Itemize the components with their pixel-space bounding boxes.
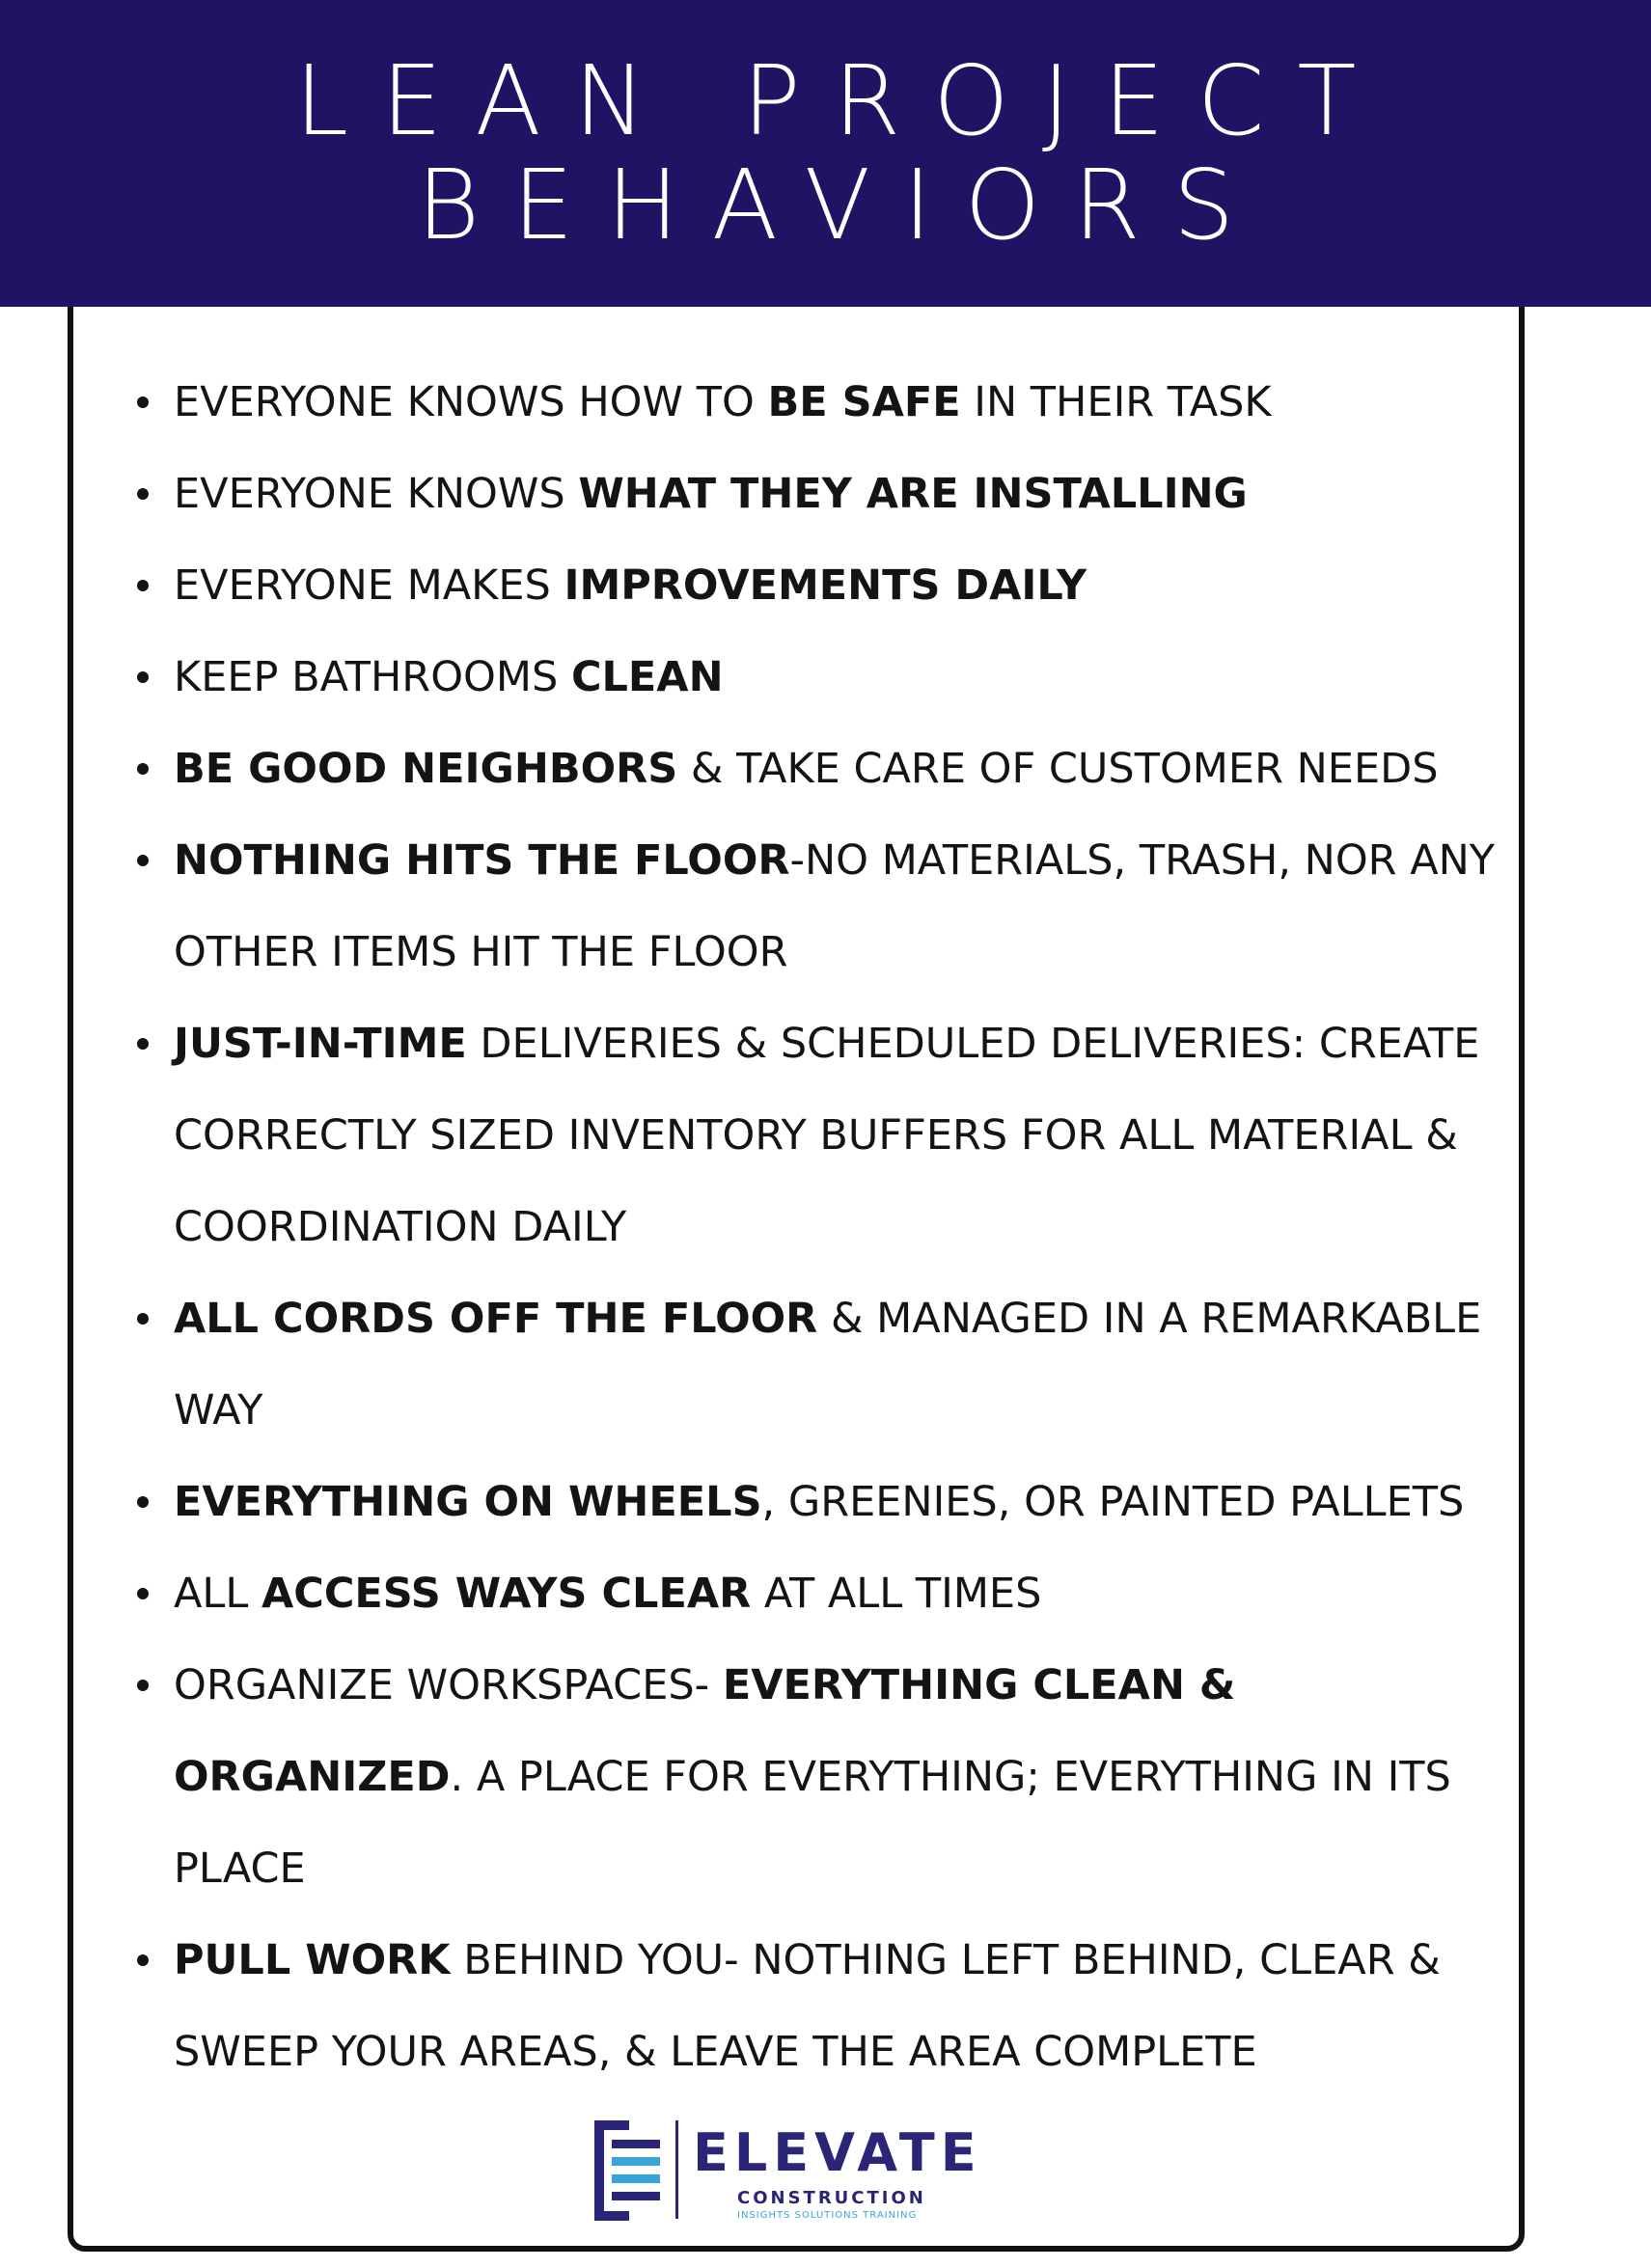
behavior-text: DELIVERIES & SCHEDULED DELIVERIES: CREATE CORRECTLY SIZED INVENTORY BUFFERS FOR ALL MATERIAL & COORDINATION DAILY: [174, 1020, 1480, 1251]
behavior-item: [135, 1457, 1505, 1548]
behavior-emphasis: EVERYTHING ON WHEELS: [174, 1478, 762, 1526]
behavior-emphasis: NOTHING HITS THE FLOOR: [174, 836, 790, 885]
behavior-item: [135, 449, 1505, 540]
behavior-item: [135, 1273, 1505, 1457]
behavior-item: [135, 1548, 1505, 1640]
behavior-text: IN THEIR TASK: [960, 378, 1272, 426]
behavior-text: & TAKE CARE OF CUSTOMER NEEDS: [677, 745, 1439, 793]
behavior-list: [135, 357, 1505, 2098]
behavior-text: KEEP BATHROOMS: [174, 653, 571, 701]
behavior-emphasis: BE SAFE: [767, 378, 961, 426]
behavior-emphasis: BE GOOD NEIGHBORS: [174, 745, 678, 793]
behavior-text: . A PLACE FOR EVERYTHING; EVERYTHING IN ITS PLACE: [174, 1753, 1451, 1893]
behavior-text: ALL: [174, 1570, 261, 1618]
behavior-text: , GREENIES, OR PAINTED PALLETS: [761, 1478, 1465, 1526]
behavior-text: & MANAGED IN A REMARKABLE WAY: [174, 1295, 1482, 1435]
page-title-line-2: BEHAVIORS: [416, 149, 1268, 261]
behavior-emphasis: ALL CORDS OFF THE FLOOR: [174, 1295, 818, 1343]
behavior-item: [135, 1915, 1505, 2098]
behavior-text: EVERYONE MAKES: [174, 561, 564, 610]
behavior-item: [135, 632, 1505, 724]
logo-divider: [675, 2120, 678, 2219]
behavior-item: [135, 1640, 1505, 1915]
behavior-text: BEHIND YOU- NOTHING LEFT BEHIND, CLEAR & SWEEP YOUR AREAS, & LEAVE THE AREA COMPLETE: [174, 1936, 1441, 2076]
behavior-item: [135, 724, 1505, 815]
logo-tagline: INSIGHTS SOLUTIONS TRAINING: [737, 2210, 918, 2221]
behavior-emphasis: JUST-IN-TIME: [174, 1020, 467, 1068]
behavior-emphasis: CLEAN: [570, 653, 724, 701]
behavior-item: [135, 540, 1505, 632]
page-title-line-1: LEAN PROJECT: [294, 44, 1390, 157]
behavior-emphasis: EVERYTHING CLEAN & ORGANIZED: [174, 1661, 1236, 1801]
title-banner: [0, 0, 1651, 307]
elevate-construction-logo: [591, 2118, 1005, 2223]
behavior-emphasis: ACCESS WAYS CLEAR: [261, 1570, 752, 1618]
behavior-emphasis: WHAT THEY ARE INSTALLING: [578, 470, 1248, 518]
logo-subtitle: CONSTRUCTION: [737, 2188, 926, 2208]
behavior-emphasis: PULL WORK: [174, 1936, 451, 1984]
behavior-emphasis: IMPROVEMENTS DAILY: [564, 561, 1087, 610]
behavior-item: [135, 815, 1505, 998]
behavior-text: -NO MATERIALS, TRASH, NOR ANY OTHER ITEMS HIT THE FLOOR: [174, 836, 1496, 976]
logo-name: ELEVATE: [693, 2122, 982, 2183]
behavior-text: ORGANIZE WORKSPACES-: [174, 1661, 723, 1709]
elevate-logo-icon: [591, 2118, 668, 2223]
behavior-item: [135, 357, 1505, 449]
behavior-text: EVERYONE KNOWS HOW TO: [174, 378, 768, 426]
behavior-text: EVERYONE KNOWS: [174, 470, 579, 518]
behavior-item: [135, 998, 1505, 1273]
behavior-text: AT ALL TIMES: [751, 1570, 1042, 1618]
